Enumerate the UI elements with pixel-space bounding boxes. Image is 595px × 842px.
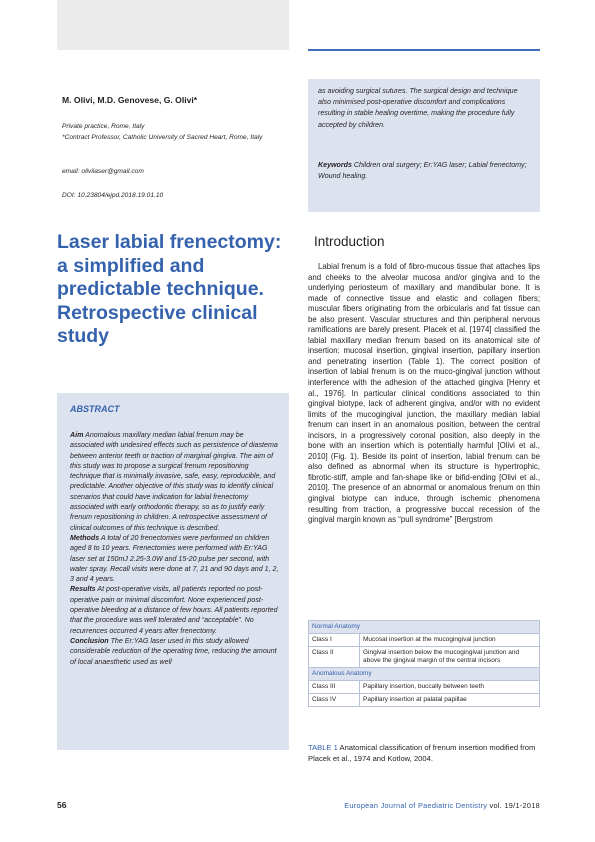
class-cell: Class IV — [309, 694, 360, 707]
table-caption — [308, 742, 540, 764]
group-name: Normal Anatomy — [309, 621, 540, 634]
class-cell: Class II — [309, 647, 360, 668]
abstract-body — [70, 430, 279, 667]
keywords — [318, 160, 532, 182]
affiliation-1: Private practice, Rome, Italy — [62, 123, 145, 130]
journal-name: European Journal of Paediatric Dentistry — [344, 801, 488, 810]
description-cell: Mucosal insertion at the mucogingival junction — [360, 634, 540, 647]
table-row — [309, 681, 540, 694]
introduction-text: Labial frenum is a fold of fibro-mucous tissue that attaches lips and cheeks to the alveolar mucosa and/or gingiva and to the underlying periosteum of maxillary and mandibular bone. It is made of connective tissue and elastic and collagen fibers; muscular fibers originating from the orbicularis and fat tissue can be also present. Vascular structures and thin peripheral nervous ramifications are barely present. Placek et al. [1974] classified the labial maxillary median frenum based on its anatomical site of insertion: mucosal insertion, gingival insertion, papillary insertion and penetrating insertion (Table 1). The correct position of insertion of labial frenum is on the muco-gingival junction without interference with the adhesion of the attached gingiva [Henry et al., 1976]. In particular clinical conditions associated to thin gingival biotype, lack of adherent gingiva, and/or with no evident limits of the mucogingival junction, the maxillary median labial frenum can insert in an anomalous position, between the central incisors, in a progressively coronal position, also deeply in the bone with an insertion which is potentially harmful [Olivi et al., 2010] (Fig. 1). Beside its point of insertion, labial frenum can be also defined as abnormal when its structure is hypertrophic, fibrotic-stiff, ample and fan-shape like or bifid-ending [Olivi et al., 2010]. The presence of an abnormal or anomalous frenum on thin gingival biotype can induce, through ischemic phenomena resulting from traction, a progressive buccal recession of the gingival margin known as “pull syndrome” [Bergstrom — [308, 262, 540, 525]
page-number: 56 — [57, 800, 67, 810]
abstract-heading: ABSTRACT — [70, 404, 120, 414]
abstract-continuation: as avoiding surgical sutures. The surgical design and technique also minimised post-operative discomfort and complications resulting in stable healing overtime, making the procedure fully accepted by children. — [318, 87, 518, 129]
group-name: Anomalous Anatomy — [309, 668, 540, 681]
table-group-row — [309, 668, 540, 681]
section-text: The Er:YAG laser used in this study allowed considerable reduction of the operating time, reducing the amount of local anaesthetic used as well — [70, 636, 277, 666]
affiliations — [62, 121, 284, 143]
header-grey-block — [57, 0, 289, 50]
affiliation-2: *Contract Professor, Catholic University of Sacred Heart, Rome, Italy — [62, 134, 263, 141]
caption-text: Anatomical classification of frenum insertion modified from Placek et al., 1974 and Kotlow, 2004. — [308, 743, 536, 763]
section-label: Methods — [70, 533, 100, 542]
caption-label: TABLE 1 — [308, 743, 338, 752]
section-text: A total of 20 frenectomies were performed on children aged 8 to 10 years. Frenectomies were performed with Er:YAG laser set at 150mJ 2.25-3.0W and 15-20 pulse per second, with water spray. Recall visits were done at 7, 21 and 90 days and 1, 2, 3 and 4 years. — [70, 533, 279, 584]
table-group-row — [309, 621, 540, 634]
section-text: At post-operative visits, all patients reported no post-operative pain or minimal discomfort. None experienced post-operative bleeding at a distance of few hours. All patients reported that the procedure was well tolerated and “acceptable”. No recurrences occurred 4 years after frenectomy. — [70, 585, 278, 635]
abstract-methods — [70, 533, 279, 584]
section-label: Aim — [70, 431, 84, 439]
authors: M. Olivi, M.D. Genovese, G. Olivi* — [62, 95, 198, 105]
journal-footer — [344, 801, 540, 810]
table-row — [309, 634, 540, 647]
journal-volume: vol. 19/1-2018 — [487, 801, 540, 810]
section-label: Results — [70, 585, 96, 594]
class-cell: Class III — [309, 681, 360, 694]
section-label: Conclusion — [70, 636, 109, 645]
introduction-heading: Introduction — [314, 234, 385, 249]
email: email: olivilaser@gmail.com — [62, 168, 144, 175]
article-title: Laser labial frenectomy: a simplified and predictable technique. Retrospective clinical study — [57, 231, 282, 347]
abstract-aim — [70, 430, 279, 533]
class-cell: Class I — [309, 634, 360, 647]
table-row — [309, 647, 540, 668]
description-cell: Gingival insertion below the mucogingival junction and above the gingival margin of the central incisors — [360, 647, 540, 668]
keywords-label: Keywords — [318, 161, 352, 169]
keywords-text: Children oral surgery; Er:YAG laser; Labial frenectomy; Wound healing. — [318, 161, 527, 181]
section-text: Anomalous maxillary median labial frenum may be associated with undesired effects such as persistence of diastema between anterior teeth or traction of marginal gingiva. The aim of this study was to propose a surgical frenum repositioning technique that is minimally invasive, safe, easy, reproducible, and predictable. Another objective of this study was to identify clinical scenarios that could have indication for labial frenectomy associated with early orthodontic therapy, so as to justify early frenum repositioning in children. A retrospective assessment of clinical outcomes of this technique is described. — [70, 431, 278, 532]
description-cell: Papillary insertion, buccally between teeth — [360, 681, 540, 694]
table-row — [309, 694, 540, 707]
doi: DOI: 10.23804/ejpd.2018.19.01.10 — [62, 192, 164, 199]
classification-table — [308, 620, 540, 707]
description-cell: Papillary insertion at palatal papillae — [360, 694, 540, 707]
abstract-results — [70, 584, 279, 635]
abstract-conclusion — [70, 636, 279, 667]
header-rule — [308, 49, 540, 51]
